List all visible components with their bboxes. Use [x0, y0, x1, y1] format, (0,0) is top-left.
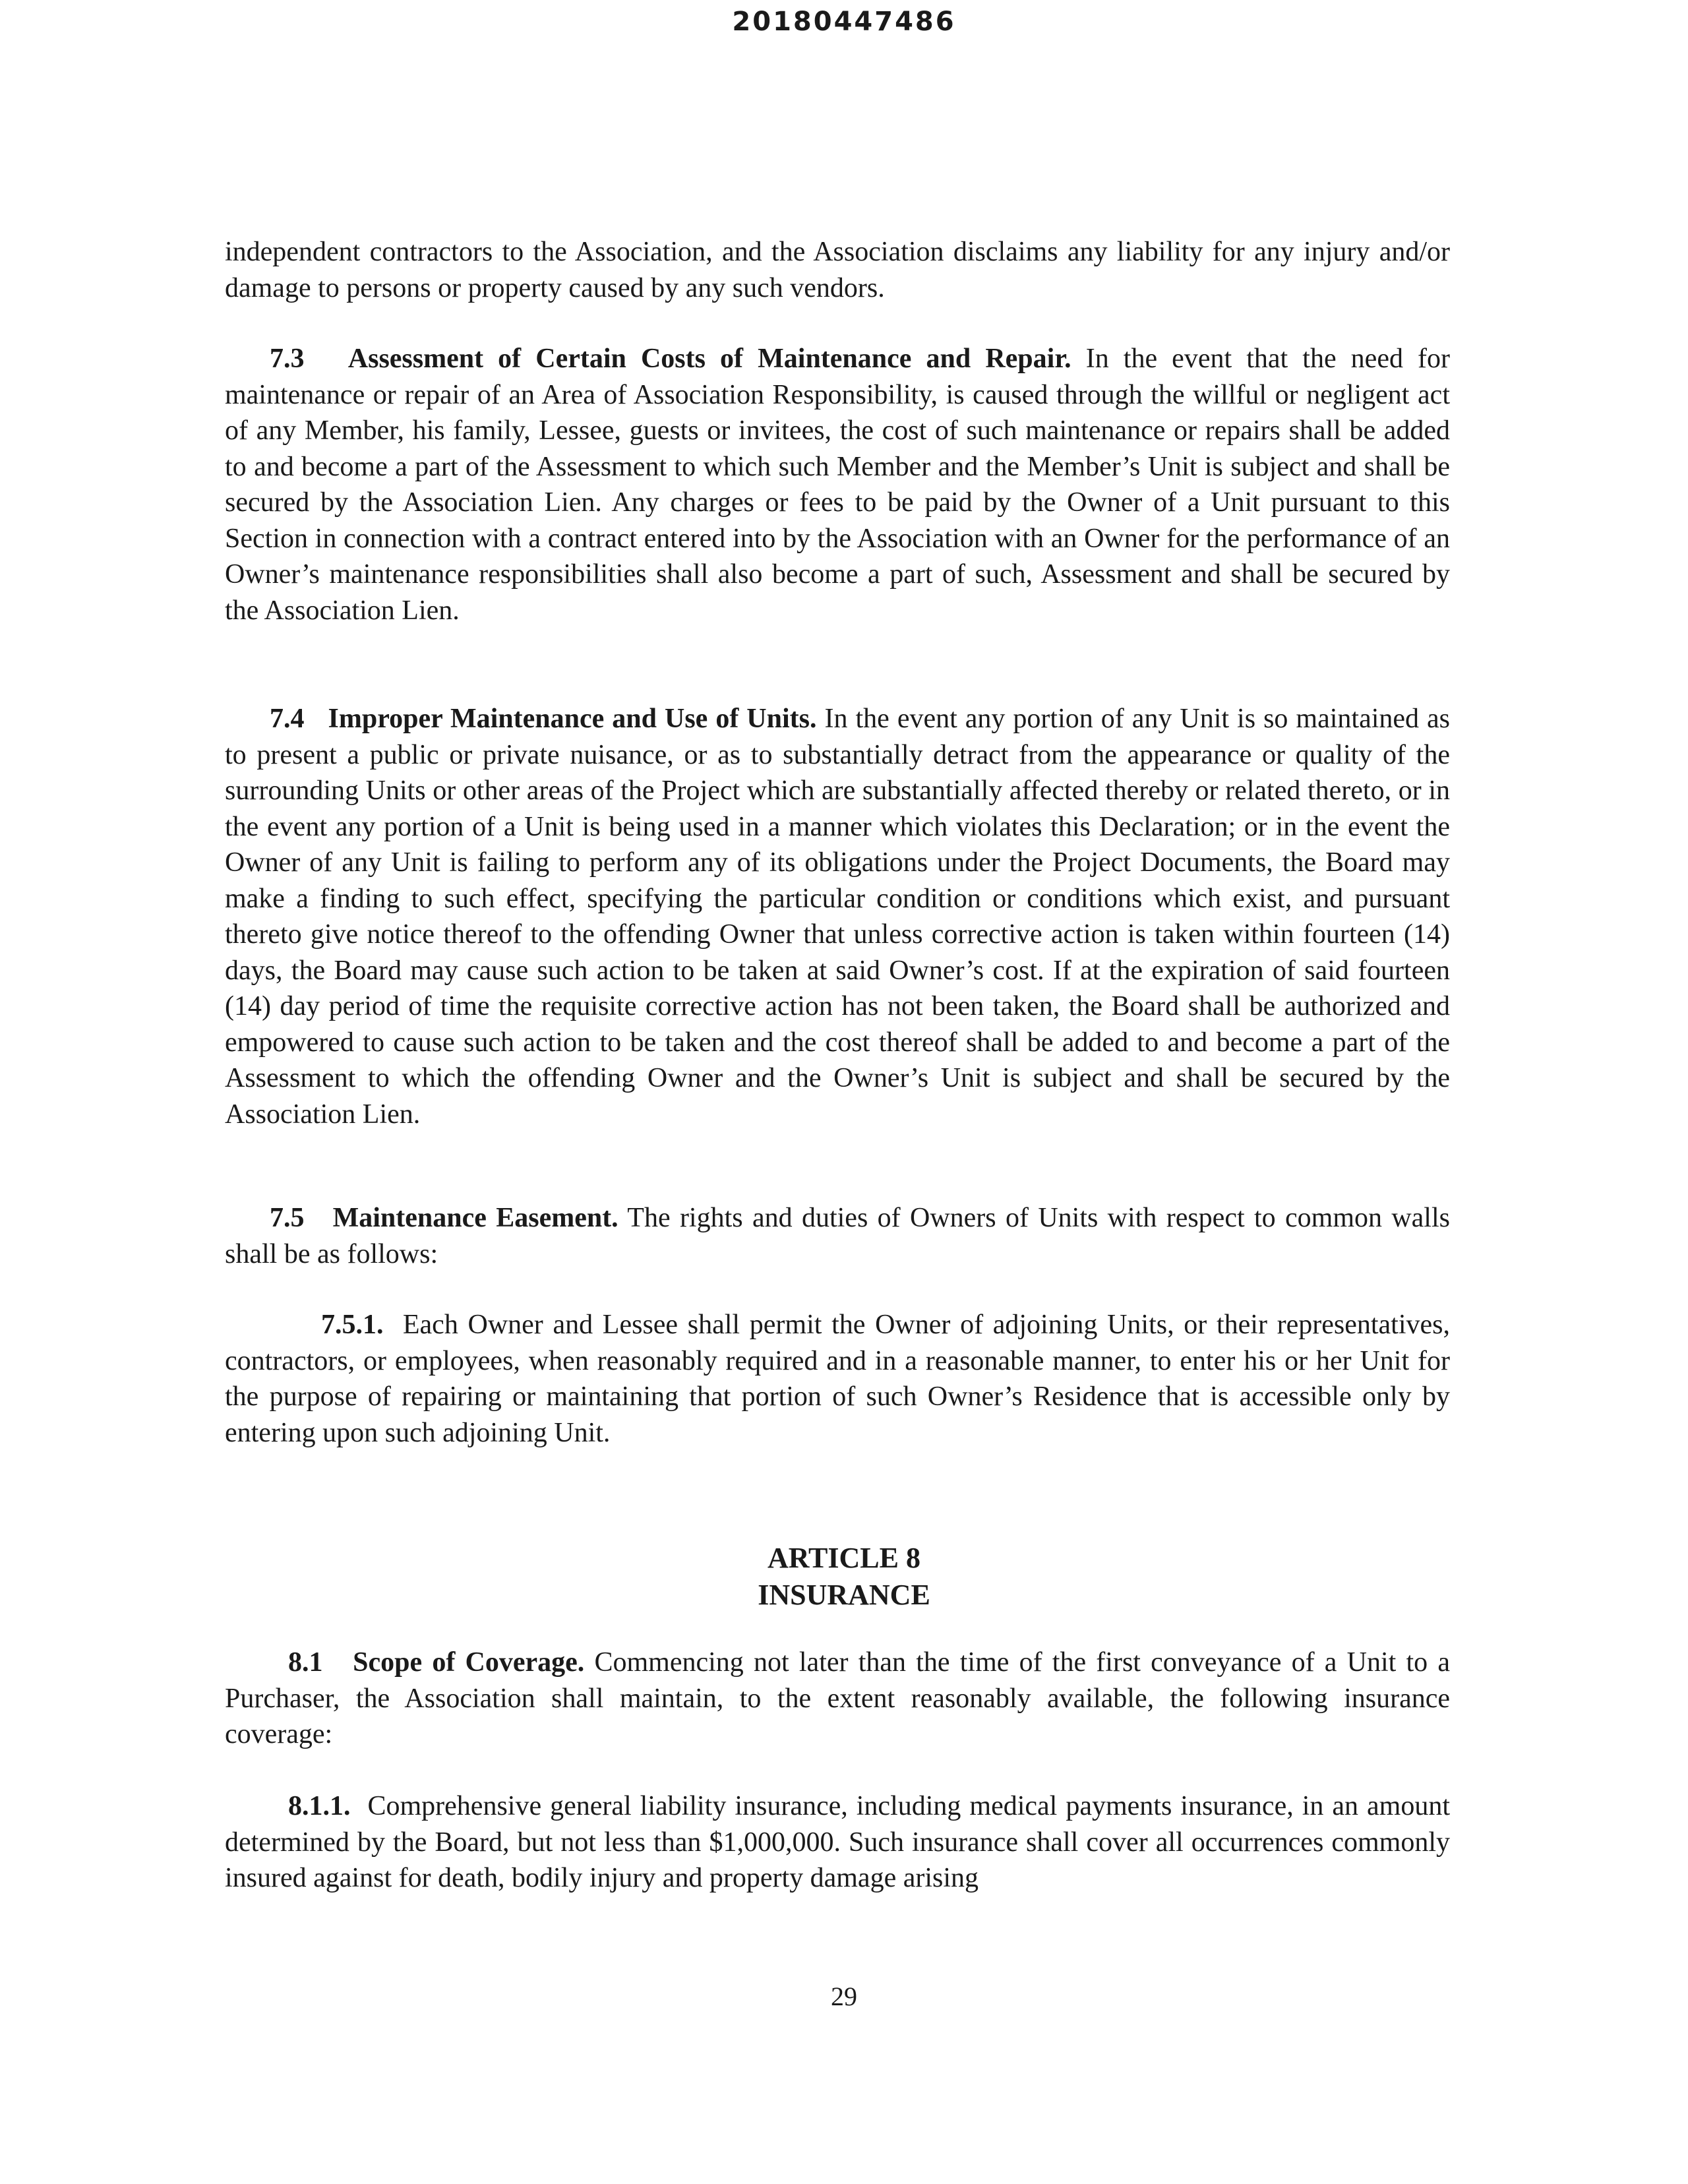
section-7-5-heading: Maintenance Easement. [332, 1203, 618, 1233]
section-7-5-number: 7.5 [270, 1203, 305, 1233]
section-7-3 [225, 341, 1450, 628]
article-8-title: ARTICLE 8 [768, 1542, 920, 1574]
section-7-3-number: 7.3 [270, 344, 305, 374]
section-7-5-body: The rights and duties of Owners of Units with respect to common walls shall be as follows: [225, 1203, 1450, 1269]
section-7-4-number: 7.4 [270, 704, 305, 734]
section-7-5-1-body: Each Owner and Lessee shall permit the Owner of adjoining Units, or their representatives, contractors, or employees, when reasonably required and in a reasonable manner, to enter his or her Unit for the purpose of repairing or maintaining that portion of such Owner’s Residence that is accessible only by entering upon such adjoining Unit. [225, 1310, 1450, 1448]
section-7-3-body: In the event that the need for maintenance or repair of an Area of Association Responsibility, is caused through the willful or negligent act of any Member, his family, Lessee, guests or invitees, the cost of such maintenance or repairs shall be added to and become a part of the Assessment to which such Member and the Member’s Unit is subject and shall be secured by the Association Lien. Any charges or fees to be paid by the Owner of a Unit pursuant to this Section in connection with a contract entered into by the Association with an Owner for the performance of an Owner’s maintenance responsibilities shall also become a part of such, Assessment and shall be secured by the Association Lien. [225, 344, 1451, 626]
section-8-1-1-body: Comprehensive general liability insurance, including medical payments insurance, in an amount determined by the Board, but not less than $1,000,000. Such insurance shall cover all occurrences commonly insured against for death, bodily injury and property damage arising [225, 1791, 1451, 1893]
section-8-1-number: 8.1 [288, 1647, 323, 1678]
section-7-4 [225, 701, 1450, 1132]
section-8-1-heading: Scope of Coverage. [353, 1647, 585, 1678]
section-8-1-1 [225, 1788, 1450, 1896]
page-number: 29 [831, 1982, 857, 2011]
section-7-5 [225, 1200, 1450, 1272]
section-8-1-1-number: 8.1.1. [288, 1791, 351, 1821]
section-7-5-1 [225, 1307, 1450, 1451]
section-7-5-1-number: 7.5.1. [321, 1310, 384, 1340]
section-8-1 [225, 1645, 1450, 1753]
document-number: 20180447486 [732, 7, 956, 37]
article-8-subtitle: INSURANCE [758, 1579, 930, 1611]
paragraph-continued-text: independent contractors to the Association, and the Association disclaims any liability for any injury and/or damage to persons or property caused by any such vendors. [225, 237, 1450, 303]
paragraph-continued [225, 234, 1450, 306]
section-7-3-heading: Assessment of Certain Costs of Maintenance and Repair. [347, 344, 1071, 374]
section-7-4-body: In the event any portion of any Unit is so maintained as to present a public or private nuisance, or as to substantially detract from the appearance or quality of the surrounding Units or other areas of the Project which are substantially affected thereby or related thereto, or in the event any portion of a Unit is being used in a manner which violates this Declaration; or in the event the Owner of any Unit is failing to perform any of its obligations under the Project Documents, the Board may make a finding to such effect, specifying the particular condition or conditions which exist, and pursuant thereto give notice thereof to the offending Owner that unless corrective action is taken within fourteen (14) days, the Board may cause such action to be taken at said Owner’s cost. If at the expiration of said fourteen (14) day period of time the requisite corrective action has not been taken, the Board shall be authorized and empowered to cause such action to be taken and the cost thereof shall be added to and become a part of the Assessment to which the offending Owner and the Owner’s Unit is subject and shall be secured by the Association Lien. [225, 704, 1451, 1130]
section-8-1-body: Commencing not later than the time of the first conveyance of a Unit to a Purchaser, the Association shall maintain, to the extent reasonably available, the following insurance coverage: [225, 1647, 1451, 1749]
section-7-4-heading: Improper Maintenance and Use of Units. [328, 704, 817, 734]
